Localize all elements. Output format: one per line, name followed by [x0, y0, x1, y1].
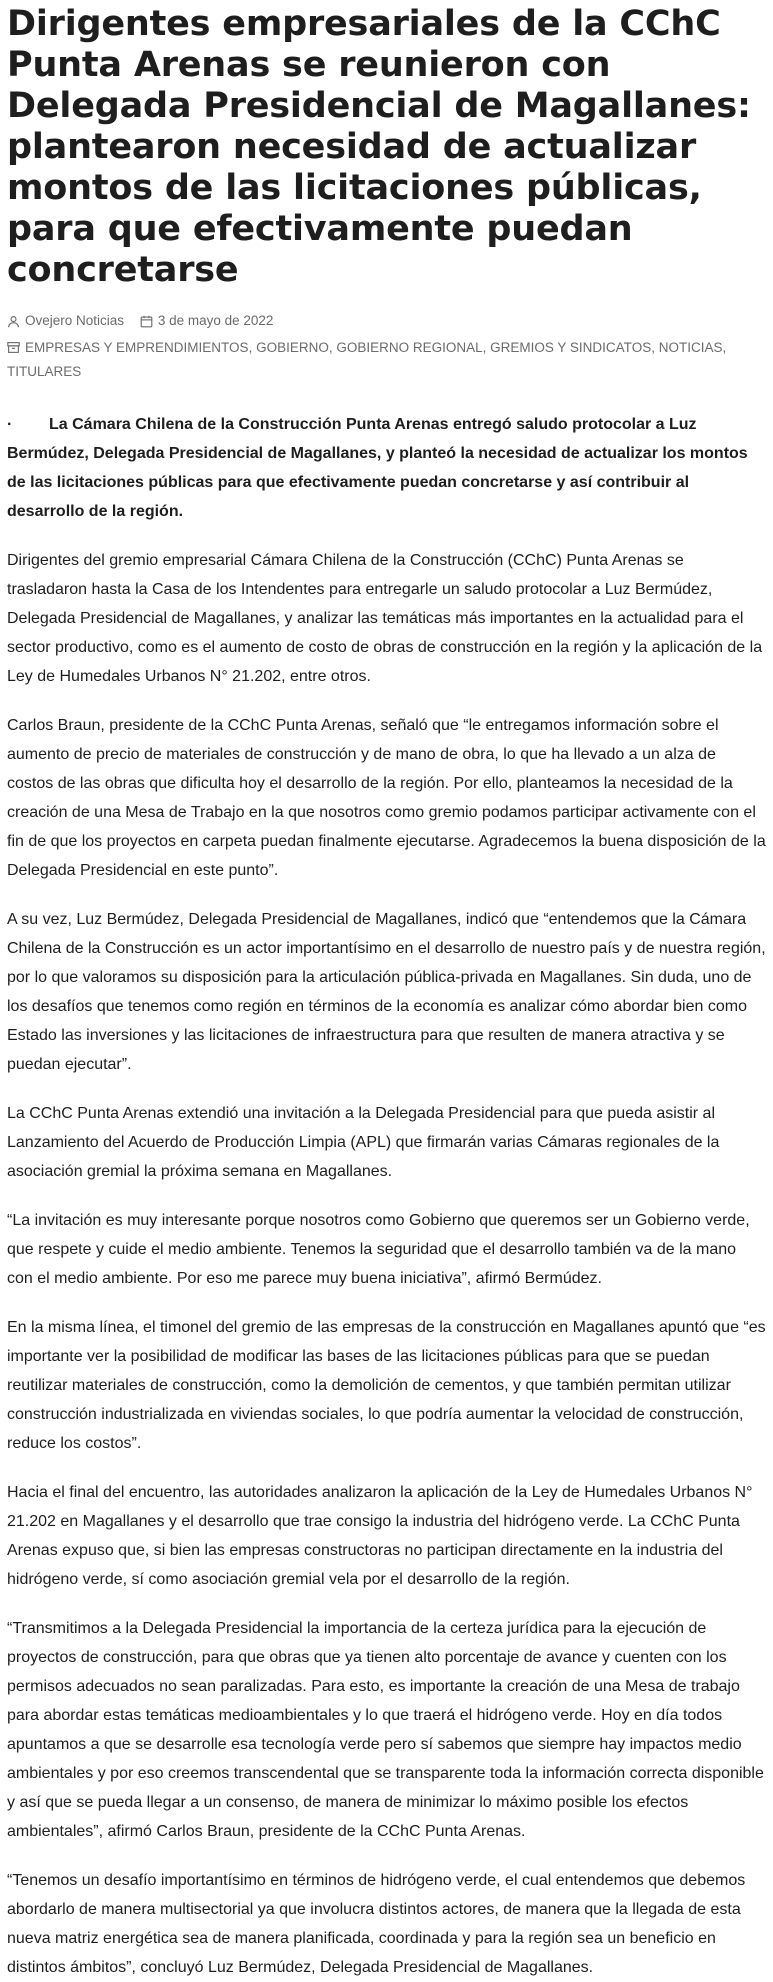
body-paragraph: “Transmitimos a la Delegada Presidencial la importancia de la certeza jurídica para la ejecución de proyectos de construcción, para que obras que ya tienen alto porcentaje de avance y cuenten con los permisos adecuados no sean paralizadas. Para esto, es importante la creación de una Mesa de trabajo para abordar estas temáticas medioambientales y lo que traerá el hidrógeno verde. Hoy en día todos apuntamos a que se desarrolle esa tecnología verde pero sí sabemos que siempre hay impactos medio ambientales y por eso creemos transcendental que se transparente toda la información correcta disponible y así que se pueda llegar a un consenso, de manera de minimizar lo máximo posible los efectos ambientales”, afirmó Carlos Braun, presidente de la CChC Punta Arenas.: [7, 1619, 764, 1840]
body-paragraph: “La invitación es muy interesante porque nosotros como Gobierno que queremos ser un Gobierno verde, que respete y cuide el medio ambiente. Tenemos la seguridad que el desarrollo también va de la mano con el medio ambiente. Por eso me parece muy buena iniciativa”, afirmó Bermúdez.: [7, 1211, 750, 1287]
category-link[interactable]: GREMIOS Y SINDICATOS: [490, 339, 652, 355]
category-link[interactable]: TITULARES: [7, 363, 82, 379]
user-icon: [7, 315, 20, 328]
lead-paragraph: [7, 410, 766, 526]
body-paragraph: La CChC Punta Arenas extendió una invitación a la Delegada Presidencial para que pueda asistir al Lanzamiento del Acuerdo de Producción Limpia (APL) que firmarán varias Cámaras regionales de la asociación gremial la próxima semana en Magallanes.: [7, 1104, 720, 1180]
archive-icon: [7, 341, 20, 354]
body-paragraph: “Tenemos un desafío importantísimo en términos de hidrógeno verde, el cual entendemos que debemos abordarlo de manera multisectorial ya que involucra distintos actores, de manera que la llegada de esta nueva matriz energética sea de manera planificada, coordinada y para la región sea un beneficio en distintos ámbitos”, concluyó Luz Bermúdez, Delegada Presidencial de Magallanes.: [7, 1871, 746, 1976]
body-paragraph: Carlos Braun, presidente de la CChC Punta Arenas, señaló que “le entregamos información sobre el aumento de precio de materiales de construcción y de mano de obra, lo que ha llevado a un alza de costos de las obras que dificulta hoy el desarrollo de la región. Por ello, planteamos la necesidad de la creación de una Mesa de Trabajo en la que nosotros como gremio podamos participar activamente con el fin de que los proyectos en carpeta puedan finalmente ejecutarse. Agradecemos la buena disposición de la Delegada Presidencial en este punto”.: [7, 716, 766, 879]
categories: EMPRESAS Y EMPRENDIMIENTOS, GOBIERNO, GOBIERNO REGIONAL, GREMIOS Y SINDICATOS, NOTICIAS, TITULARES: [7, 339, 727, 379]
article-meta: [7, 309, 766, 384]
category-link[interactable]: EMPRESAS Y EMPRENDIMIENTOS: [25, 339, 249, 355]
body-paragraph: Hacia el final del encuentro, las autoridades analizaron la aplicación de la Ley de Humedales Urbanos N° 21.202 en Magallanes y el desarrollo que trae consigo la industria del hidrógeno verde. La CChC Punta Arenas expuso que, si bien las empresas constructoras no participan directamente en la industria del hidrógeno verde, sí como asociación gremial vela por el desarrollo de la región.: [7, 1483, 753, 1588]
article-body: [7, 410, 766, 1982]
body-paragraph: A su vez, Luz Bermúdez, Delegada Presidencial de Magallanes, indicó que “entendemos que la Cámara Chilena de la Construcción es un actor importantísimo en el desarrollo de nuestro país y de nuestra región, por lo que valoramos su disposición para la articulación pública-privada en Magallanes. Sin duda, uno de los desafíos que tenemos como región en términos de la economía es analizar cómo abordar bien como Estado las inversiones y las licitaciones de infraestructura para que resulten de manera atractiva y se puedan ejecutar”.: [7, 910, 766, 1073]
lead-text: La Cámara Chilena de la Construcción Punta Arenas entregó saludo protocolar a Luz Bermúdez, Delegada Presidencial de Magallanes, y planteó la necesidad de actualizar los montos de las licitaciones públicas para que efectivamente puedan concretarse y así contribuir al desarrollo de la región.: [7, 415, 748, 520]
body-paragraph: En la misma línea, el timonel del gremio de las empresas de la construcción en Magallanes apuntó que “es importante ver la posibilidad de modificar las bases de las licitaciones públicas para que se puedan reutilizar materiales de construcción, como la demolición de cementos, y que también permitan utilizar construcción industrializada en viviendas sociales, lo que podría aumentar la velocidad de construcción, reduce los costos”.: [7, 1318, 766, 1452]
body-paragraph: Dirigentes del gremio empresarial Cámara Chilena de la Construcción (CChC) Punta Arenas se trasladaron hasta la Casa de los Intendentes para entregarle un saludo protocolar a Luz Bermúdez, Delegada Presidencial de Magallanes, y analizar las temáticas más importantes en la actualidad para el sector productivo, como es el aumento de costo de obras de construcción en la región y la aplicación de la Ley de Humedales Urbanos N° 21.202, entre otros.: [7, 551, 763, 685]
category-link[interactable]: NOTICIAS: [658, 339, 723, 355]
lead-bullet: ·: [7, 415, 13, 433]
category-link[interactable]: GOBIERNO REGIONAL: [336, 339, 483, 355]
category-link[interactable]: GOBIERNO: [256, 339, 329, 355]
date-link[interactable]: [140, 309, 274, 333]
author-name: Ovejero Noticias: [25, 313, 125, 328]
calendar-icon: [140, 315, 153, 328]
publish-date: 3 de mayo de 2022: [157, 313, 274, 328]
author-link[interactable]: [7, 309, 124, 333]
article-title: Dirigentes empresariales de la CChC Punta Arenas se reunieron con Delegada Presidencial de Magallanes: plantearon necesidad de actualizar montos de las licitaciones públicas, para que efectivamente puedan concretarse: [7, 4, 751, 290]
meta-row: [7, 309, 766, 336]
